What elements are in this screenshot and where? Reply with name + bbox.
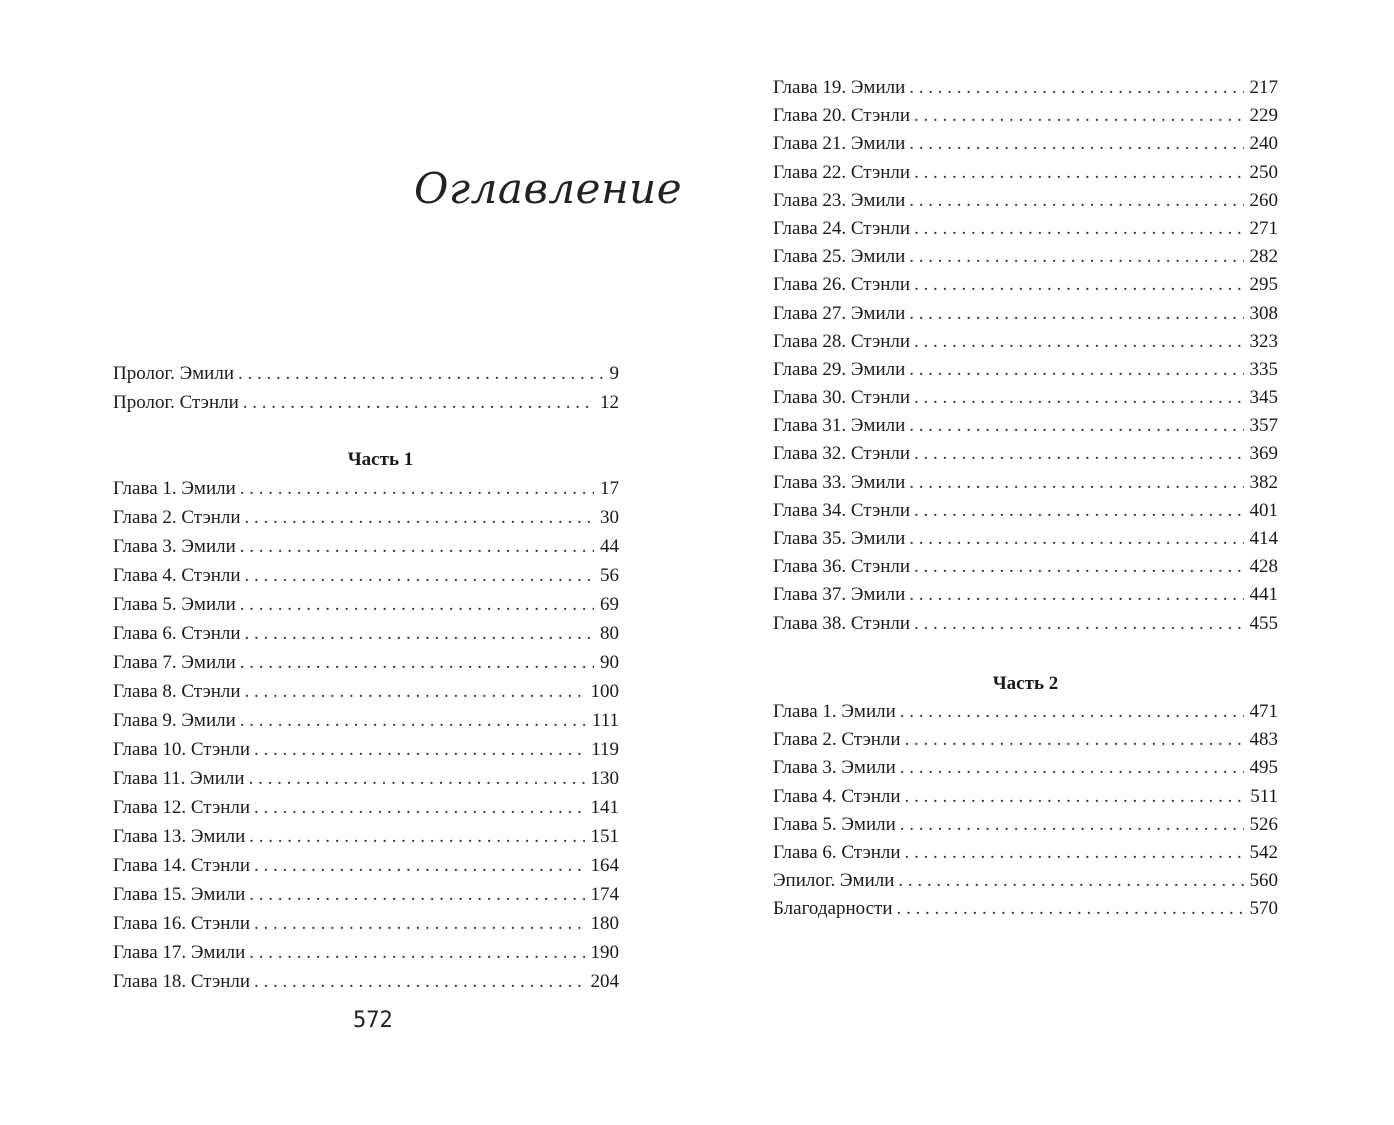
toc-entry (773, 895, 1278, 923)
dot-leader (909, 412, 1243, 440)
toc-entry-page: 560 (1249, 870, 1278, 892)
toc-entry-label: Пролог. Эмили (113, 363, 234, 384)
toc-entry-label: Глава 28. Стэнли (773, 330, 911, 352)
toc-entry-label: Глава 30. Стэнли (773, 387, 911, 409)
toc-entry (773, 698, 1278, 726)
toc-entry-label: Глава 1. Эмили (113, 478, 236, 499)
toc-entry-page: 190 (590, 942, 619, 963)
dot-leader (914, 271, 1243, 299)
toc-entry (113, 590, 619, 619)
toc-entry-page: 250 (1249, 161, 1278, 183)
toc-entry-page: 90 (600, 652, 619, 673)
toc-entry-label: Глава 22. Стэнли (773, 161, 911, 183)
toc-entry-label: Глава 25. Эмили (773, 246, 906, 268)
dot-leader (249, 938, 584, 967)
toc-entry (773, 130, 1278, 158)
dot-leader (914, 384, 1243, 412)
toc-entry-label: Глава 33. Эмили (773, 471, 906, 493)
toc-entry-label: Глава 2. Стэнли (773, 729, 901, 751)
toc-entry-label: Глава 4. Стэнли (773, 785, 901, 807)
toc-entry (773, 811, 1278, 839)
toc-entry-label: Глава 19. Эмили (773, 77, 906, 98)
toc-entry (773, 497, 1278, 525)
dot-leader (240, 590, 594, 619)
dot-leader (240, 706, 586, 735)
toc-entry-page: 441 (1249, 584, 1278, 606)
toc-title: Оглавление (414, 164, 683, 213)
dot-leader (245, 677, 585, 706)
dot-leader (909, 469, 1243, 497)
dot-leader (254, 851, 584, 880)
toc-entry-label: Глава 9. Эмили (113, 710, 236, 731)
toc-entry-page: 229 (1249, 105, 1278, 127)
toc-entry (113, 706, 619, 735)
toc-entry (773, 159, 1278, 187)
toc-entry (113, 359, 619, 388)
toc-entry-page: 282 (1249, 246, 1278, 268)
toc-entry-label: Глава 5. Эмили (773, 813, 896, 835)
toc-entry-page: 217 (1249, 77, 1278, 98)
dot-leader (238, 359, 604, 388)
toc-entry (773, 610, 1278, 638)
dot-leader (249, 764, 585, 793)
toc-entry-label: Глава 37. Эмили (773, 584, 906, 606)
dot-leader (254, 967, 584, 996)
toc-entry (773, 74, 1278, 102)
toc-entry (113, 561, 619, 590)
dot-leader (243, 388, 594, 417)
toc-entry-page: 180 (590, 913, 619, 934)
toc-entry-page: 30 (600, 507, 619, 528)
toc-entry-page: 44 (600, 536, 619, 557)
dot-leader (897, 895, 1244, 923)
dot-leader (909, 74, 1243, 102)
toc-entry-page: 240 (1249, 133, 1278, 155)
toc-entry (773, 102, 1278, 130)
toc-entry-label: Глава 5. Эмили (113, 594, 236, 615)
toc-entry-label: Пролог. Стэнли (113, 392, 239, 413)
dot-leader (909, 243, 1243, 271)
toc-entry (773, 754, 1278, 782)
prologue-list (113, 359, 619, 417)
toc-entry-page: 295 (1249, 274, 1278, 296)
toc-entry (113, 619, 619, 648)
toc-entry-label: Глава 24. Стэнли (773, 217, 911, 239)
toc-entry-page: 151 (590, 826, 619, 847)
toc-entry-page: 56 (600, 565, 619, 586)
toc-entry-page: 174 (590, 884, 619, 905)
toc-entry-page: 570 (1249, 898, 1278, 920)
toc-entry-page: 428 (1249, 556, 1278, 578)
toc-entry (773, 581, 1278, 609)
toc-entry (113, 532, 619, 561)
dot-leader (900, 698, 1244, 726)
part-2-heading: Часть 2 (992, 673, 1059, 694)
toc-entry-page: 204 (590, 971, 619, 992)
right-page (697, 0, 1394, 1125)
toc-entry (773, 440, 1278, 468)
toc-entry-label: Глава 2. Стэнли (113, 507, 241, 528)
toc-entry (773, 412, 1278, 440)
toc-entry (773, 726, 1278, 754)
toc-entry (113, 851, 619, 880)
dot-leader (914, 159, 1243, 187)
dot-leader (914, 102, 1243, 130)
toc-entry-page: 119 (591, 739, 619, 760)
toc-entry (773, 867, 1278, 895)
dot-leader (909, 356, 1243, 384)
toc-entry (773, 525, 1278, 553)
toc-entry-page: 511 (1250, 785, 1278, 807)
dot-leader (249, 822, 584, 851)
toc-entry-label: Глава 27. Эмили (773, 302, 906, 324)
dot-leader (914, 497, 1243, 525)
toc-entry-label: Благодарности (773, 898, 893, 920)
toc-entry (773, 328, 1278, 356)
part-1-heading: Часть 1 (347, 449, 414, 470)
part-2-list (773, 698, 1278, 924)
toc-entry-label: Глава 32. Стэнли (773, 443, 911, 465)
toc-entry-label: Глава 10. Стэнли (113, 739, 251, 760)
toc-entry (773, 839, 1278, 867)
toc-entry-label: Глава 18. Стэнли (113, 971, 251, 992)
dot-leader (914, 215, 1243, 243)
toc-entry (113, 503, 619, 532)
dot-leader (909, 581, 1243, 609)
toc-entry (773, 356, 1278, 384)
toc-entry-page: 141 (590, 797, 619, 818)
toc-entry-label: Глава 12. Стэнли (113, 797, 251, 818)
toc-entry-page: 100 (590, 681, 619, 702)
dot-leader (245, 619, 594, 648)
toc-entry-label: Глава 13. Эмили (113, 826, 246, 847)
dot-leader (254, 909, 584, 938)
page-number: 572 (353, 1008, 393, 1033)
toc-entry-label: Глава 3. Эмили (773, 757, 896, 779)
toc-entry-page: 12 (600, 392, 619, 413)
toc-entry (773, 215, 1278, 243)
dot-leader (905, 783, 1245, 811)
toc-entry (113, 648, 619, 677)
toc-entry-page: 455 (1249, 612, 1278, 634)
toc-entry-page: 308 (1249, 302, 1278, 324)
toc-entry-label: Глава 14. Стэнли (113, 855, 251, 876)
dot-leader (909, 300, 1243, 328)
toc-entry-label: Глава 34. Стэнли (773, 499, 911, 521)
toc-entry (113, 880, 619, 909)
toc-entry-label: Глава 15. Эмили (113, 884, 246, 905)
toc-entry-label: Глава 26. Стэнли (773, 274, 911, 296)
toc-entry-page: 130 (590, 768, 619, 789)
dot-leader (254, 793, 584, 822)
toc-entry-page: 9 (609, 363, 619, 384)
toc-entry-label: Глава 38. Стэнли (773, 612, 911, 634)
toc-entry (113, 677, 619, 706)
toc-entry-page: 414 (1249, 528, 1278, 549)
toc-entry-page: 260 (1249, 189, 1278, 211)
toc-entry-label: Глава 6. Стэнли (113, 623, 241, 644)
toc-entry (773, 553, 1278, 581)
dot-leader (245, 561, 594, 590)
toc-entry-label: Глава 29. Эмили (773, 358, 906, 380)
dot-leader (900, 754, 1244, 782)
toc-entry-label: Глава 35. Эмили (773, 528, 906, 549)
toc-entry-label: Глава 7. Эмили (113, 652, 236, 673)
toc-entry-page: 323 (1249, 330, 1278, 352)
dot-leader (909, 130, 1243, 158)
toc-entry-page: 111 (591, 710, 619, 731)
dot-leader (240, 532, 594, 561)
dot-leader (254, 735, 585, 764)
toc-entry-label: Глава 4. Стэнли (113, 565, 241, 586)
toc-entry-page: 495 (1249, 757, 1278, 779)
toc-entry-page: 526 (1249, 813, 1278, 835)
toc-entry-page: 401 (1249, 499, 1278, 521)
toc-entry (773, 243, 1278, 271)
toc-entry-page: 542 (1249, 841, 1278, 863)
dot-leader (905, 839, 1244, 867)
dot-leader (914, 553, 1243, 581)
toc-entry-page: 369 (1249, 443, 1278, 465)
dot-leader (900, 811, 1244, 839)
toc-entry-page: 69 (600, 594, 619, 615)
toc-entry-label: Глава 6. Стэнли (773, 841, 901, 863)
toc-entry (113, 474, 619, 503)
dot-leader (240, 474, 594, 503)
toc-entry (773, 469, 1278, 497)
toc-entry (773, 271, 1278, 299)
toc-entry (773, 783, 1278, 811)
part-1-continued-list (773, 74, 1278, 638)
toc-entry (113, 764, 619, 793)
toc-entry-page: 382 (1249, 471, 1278, 493)
toc-entry-label: Глава 11. Эмили (113, 768, 245, 789)
toc-entry-page: 357 (1249, 415, 1278, 437)
dot-leader (914, 328, 1243, 356)
toc-entry (113, 822, 619, 851)
toc-entry (773, 300, 1278, 328)
toc-entry-page: 80 (600, 623, 619, 644)
toc-entry-label: Глава 16. Стэнли (113, 913, 251, 934)
toc-entry-label: Глава 21. Эмили (773, 133, 906, 155)
dot-leader (909, 525, 1243, 553)
toc-entry (113, 793, 619, 822)
toc-entry-label: Глава 36. Стэнли (773, 556, 911, 578)
toc-entry (113, 909, 619, 938)
toc-entry (113, 388, 619, 417)
toc-entry (773, 187, 1278, 215)
toc-entry-label: Глава 20. Стэнли (773, 105, 911, 127)
toc-entry-label: Глава 23. Эмили (773, 189, 906, 211)
toc-entry-label: Глава 8. Стэнли (113, 681, 241, 702)
toc-entry-page: 17 (600, 478, 619, 499)
toc-entry-label: Эпилог. Эмили (773, 870, 895, 892)
toc-entry-page: 483 (1249, 729, 1278, 751)
dot-leader (898, 867, 1243, 895)
dot-leader (914, 610, 1243, 638)
toc-entry (113, 735, 619, 764)
toc-entry (773, 384, 1278, 412)
dot-leader (905, 726, 1244, 754)
dot-leader (914, 440, 1243, 468)
toc-entry-page: 271 (1249, 217, 1278, 239)
toc-entry-label: Глава 3. Эмили (113, 536, 236, 557)
toc-entry-page: 164 (590, 855, 619, 876)
toc-entry-page: 471 (1249, 701, 1278, 722)
dot-leader (909, 187, 1243, 215)
dot-leader (245, 503, 594, 532)
toc-entry (113, 967, 619, 996)
toc-entry-label: Глава 31. Эмили (773, 415, 906, 437)
toc-entry (113, 938, 619, 967)
dot-leader (249, 880, 584, 909)
toc-entry-label: Глава 1. Эмили (773, 701, 896, 722)
part-1-list (113, 474, 619, 996)
toc-entry-page: 335 (1249, 358, 1278, 380)
dot-leader (240, 648, 594, 677)
toc-entry-page: 345 (1249, 387, 1278, 409)
toc-entry-label: Глава 17. Эмили (113, 942, 246, 963)
